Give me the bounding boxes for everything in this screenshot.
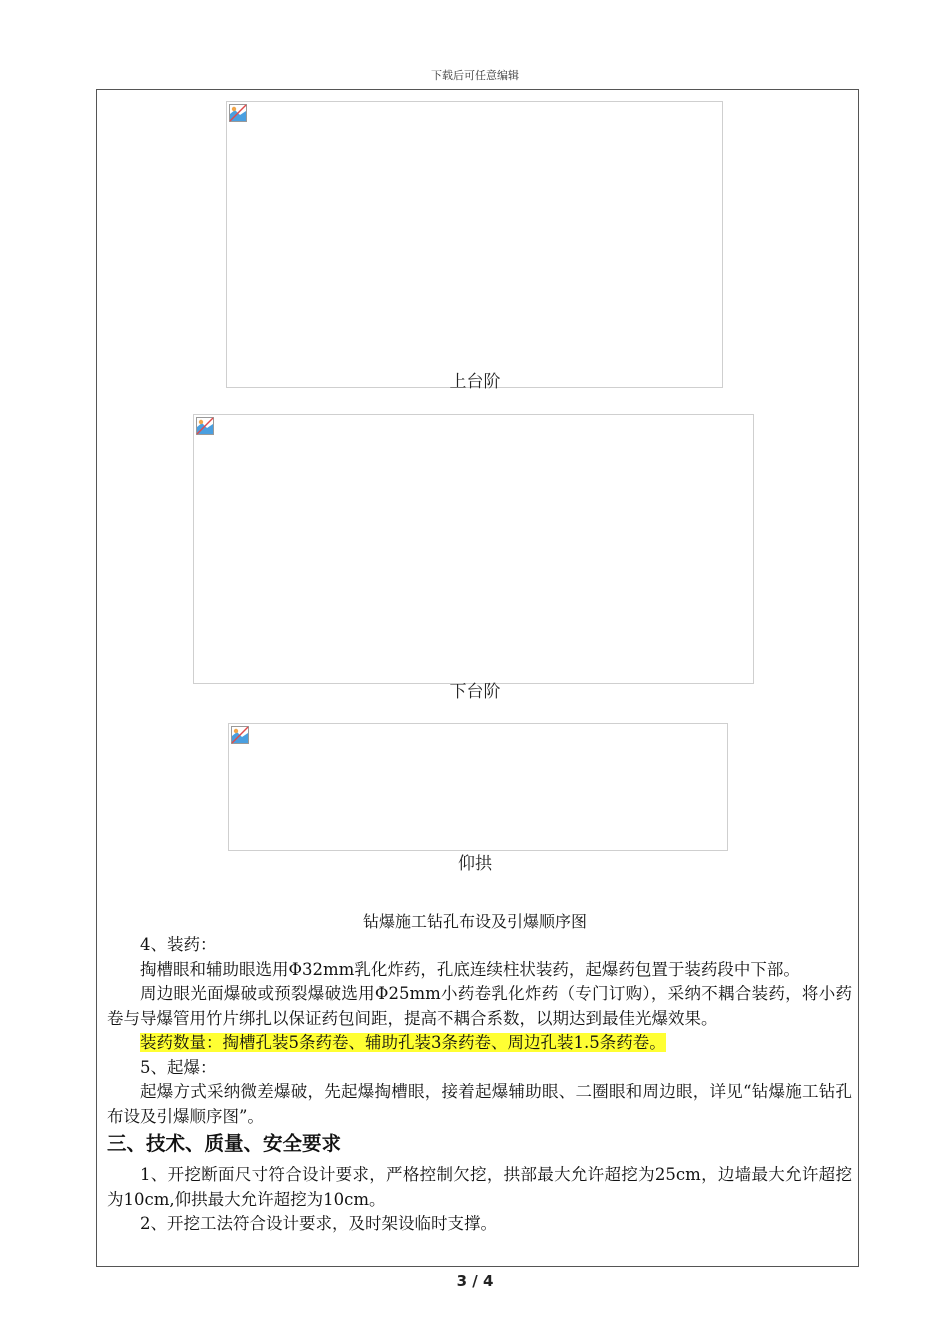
upper-bench-figure — [226, 101, 723, 388]
charging-quantity-highlight: 装药数量：掏槽孔装5条药卷、辅助孔装3条药卷、周边孔装1.5条药卷。 — [140, 1033, 666, 1052]
page-number: 3 / 4 — [456, 1272, 494, 1290]
broken-image-icon — [229, 104, 247, 122]
lower-bench-caption: 下台阶 — [449, 682, 501, 702]
detonation-paragraph: 起爆方式采纳微差爆破，先起爆掏槽眼，接着起爆辅助眼、二圈眼和周边眼，详见“钻爆施工钻孔布设及引爆顺序图”。 — [107, 1082, 852, 1126]
section-heading: 三、技术、质量、安全要求 — [107, 1132, 342, 1155]
broken-image-icon — [231, 726, 249, 744]
requirement-paragraph-1: 1、开挖断面尺寸符合设计要求，严格控制欠挖，拱部最大允许超挖为25cm，边墙最大允许超挖为10cm,仰拱最大允许超挖为10cm。 — [107, 1165, 852, 1209]
header-note: 下载后可任意编辑 — [431, 69, 519, 82]
body-text — [107, 933, 852, 1237]
charging-paragraph-1: 掏槽眼和辅助眼选用Φ32mm乳化炸药，孔底连续柱状装药，起爆药包置于装药段中下部。 — [140, 959, 800, 979]
charging-heading: 4、装药： — [140, 935, 217, 954]
invert-arch-figure — [228, 723, 728, 851]
charging-quantity-line — [107, 1031, 852, 1056]
detonation-heading: 5、起爆： — [140, 1057, 217, 1077]
upper-bench-caption: 上台阶 — [449, 372, 501, 392]
figure-title: 钻爆施工钻孔布设及引爆顺序图 — [362, 912, 587, 931]
broken-image-icon — [196, 417, 214, 435]
lower-bench-figure — [193, 414, 754, 684]
charging-paragraph-2: 周边眼光面爆破或预裂爆破选用Φ25mm小药卷乳化炸药（专门订购），采纳不耦合装药，将小药卷与导爆管用竹片绑扎以保证药包间距，提高不耦合系数，以期达到最佳光爆效果。 — [107, 984, 852, 1028]
requirement-paragraph-2: 2、开挖工法符合设计要求，及时架设临时支撑。 — [140, 1214, 497, 1233]
invert-arch-caption: 仰拱 — [458, 854, 492, 874]
